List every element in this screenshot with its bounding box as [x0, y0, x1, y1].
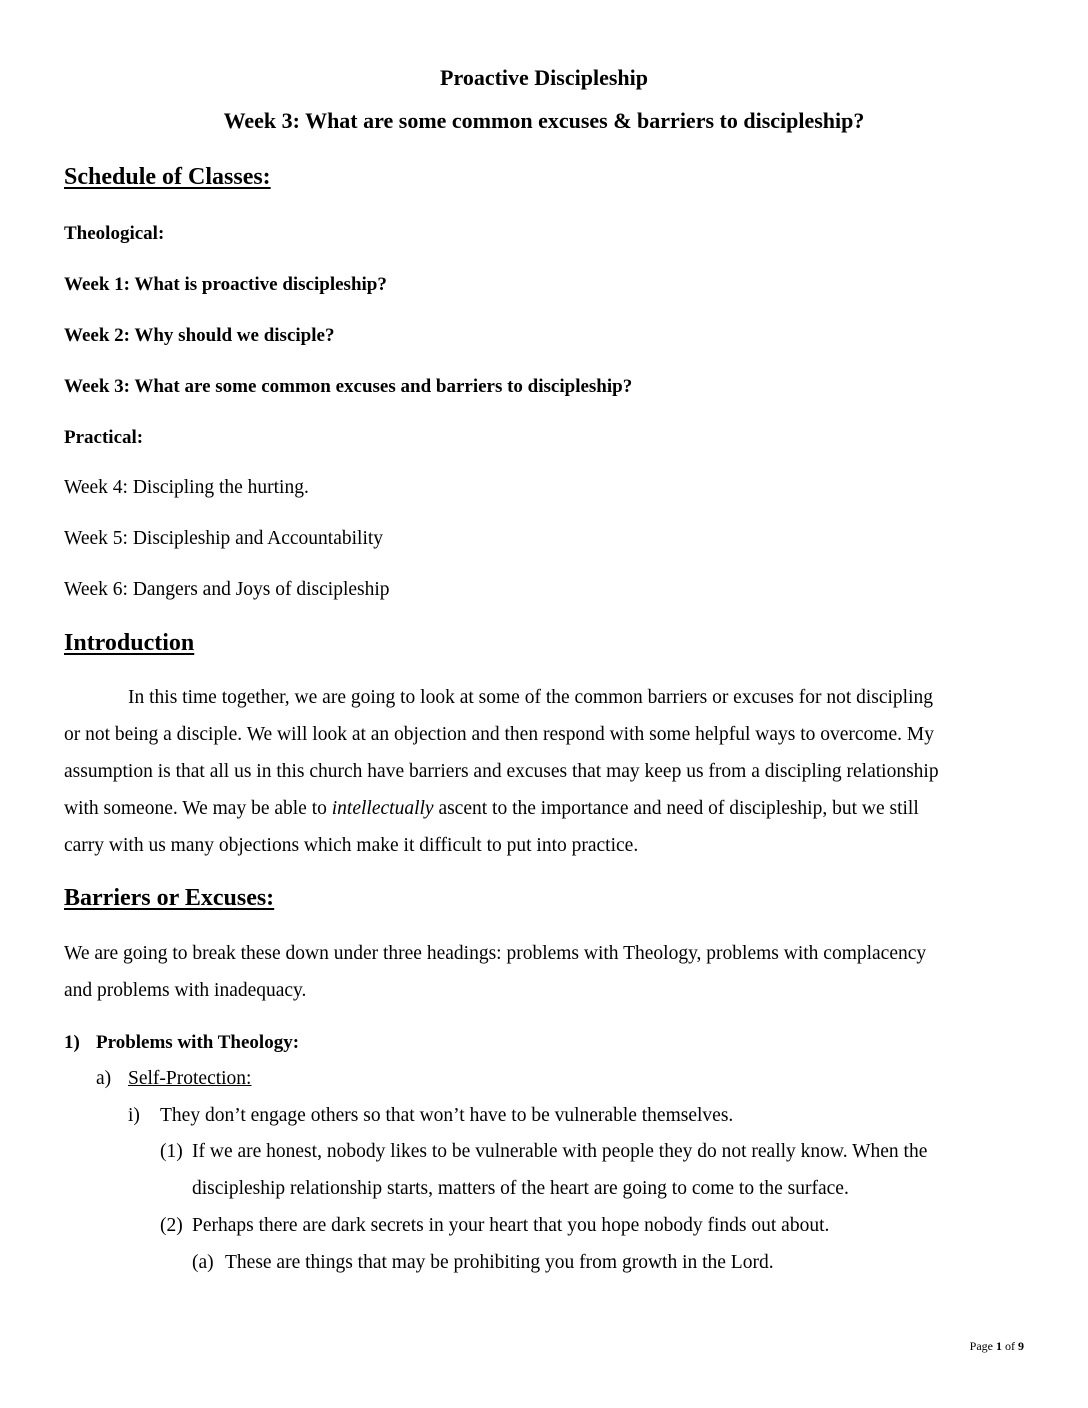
page-of: of — [1002, 1339, 1018, 1353]
intro-line-1: In this time together, we are going to look at some of the common barriers or excuses for not discipling — [128, 687, 934, 708]
theological-label: Theological: — [64, 223, 165, 244]
barriers-intro-line-2: and problems with inadequacy. — [64, 980, 307, 1001]
outline-item-2: Perhaps there are dark secrets in your heart that you hope nobody finds out about. — [192, 1215, 830, 1236]
intro-line-4-start: with someone. We may be able to — [64, 798, 332, 819]
outline-marker-i: i) — [128, 1105, 140, 1126]
intro-emphasis: intellectually — [331, 798, 434, 819]
intro-line-4-end: ascent to the importance and need of discipleship, but we still — [433, 798, 919, 819]
intro-line-3: assumption is that all us in this church have barriers and excuses that may keep us from a discipling relationship — [64, 761, 939, 782]
outline-marker-a: a) — [96, 1068, 112, 1089]
page-number — [970, 1339, 1024, 1354]
practical-label: Practical: — [64, 427, 144, 448]
intro-line-4 — [64, 798, 919, 820]
outline-item-1-line-2: discipleship relationship starts, matters of the heart are going to come to the surface. — [192, 1178, 849, 1199]
outline-marker-1-paren: (1) — [160, 1141, 183, 1162]
page-current: 1 — [996, 1339, 1002, 1353]
schedule-item-week-2: Week 2: Why should we disciple? — [64, 325, 335, 346]
outline-item-1-line-1: If we are honest, nobody likes to be vulnerable with people they do not really know. When the — [192, 1141, 928, 1162]
outline-marker-a-paren: (a) — [192, 1252, 214, 1273]
schedule-item-week-5: Week 5: Discipleship and Accountability — [64, 528, 384, 549]
page-prefix: Page — [969, 1339, 996, 1353]
schedule-item-week-4: Week 4: Discipling the hurting. — [64, 477, 309, 498]
schedule-item-week-6: Week 6: Dangers and Joys of discipleship — [64, 579, 390, 600]
intro-line-5: carry with us many objections which make it difficult to put into practice. — [64, 835, 639, 856]
outline-marker-1: 1) — [64, 1032, 80, 1053]
document-subtitle: Week 3: What are some common excuses & barriers to discipleship? — [223, 108, 865, 133]
barriers-heading: Barriers or Excuses: — [64, 885, 275, 911]
introduction-heading: Introduction — [64, 630, 195, 656]
outline-item-a: These are things that may be prohibiting you from growth in the Lord. — [225, 1252, 774, 1273]
schedule-item-week-3: Week 3: What are some common excuses and barriers to discipleship? — [64, 376, 633, 397]
outline-item-self-protection: Self-Protection: — [128, 1068, 252, 1089]
document-title: Proactive Discipleship — [440, 65, 648, 90]
barriers-intro-line-1: We are going to break these down under three headings: problems with Theology, problems with complacency — [64, 943, 927, 964]
page-total: 9 — [1018, 1339, 1024, 1353]
intro-line-2: or not being a disciple. We will look at an objection and then respond with some helpful ways to overcome. My — [64, 724, 934, 745]
outline-item-problems-with-theology: Problems with Theology: — [96, 1032, 300, 1053]
schedule-heading: Schedule of Classes: — [64, 164, 271, 190]
outline-item-i: They don’t engage others so that won’t have to be vulnerable themselves. — [160, 1105, 734, 1126]
schedule-item-week-1: Week 1: What is proactive discipleship? — [64, 274, 387, 295]
outline-marker-2-paren: (2) — [160, 1215, 183, 1236]
